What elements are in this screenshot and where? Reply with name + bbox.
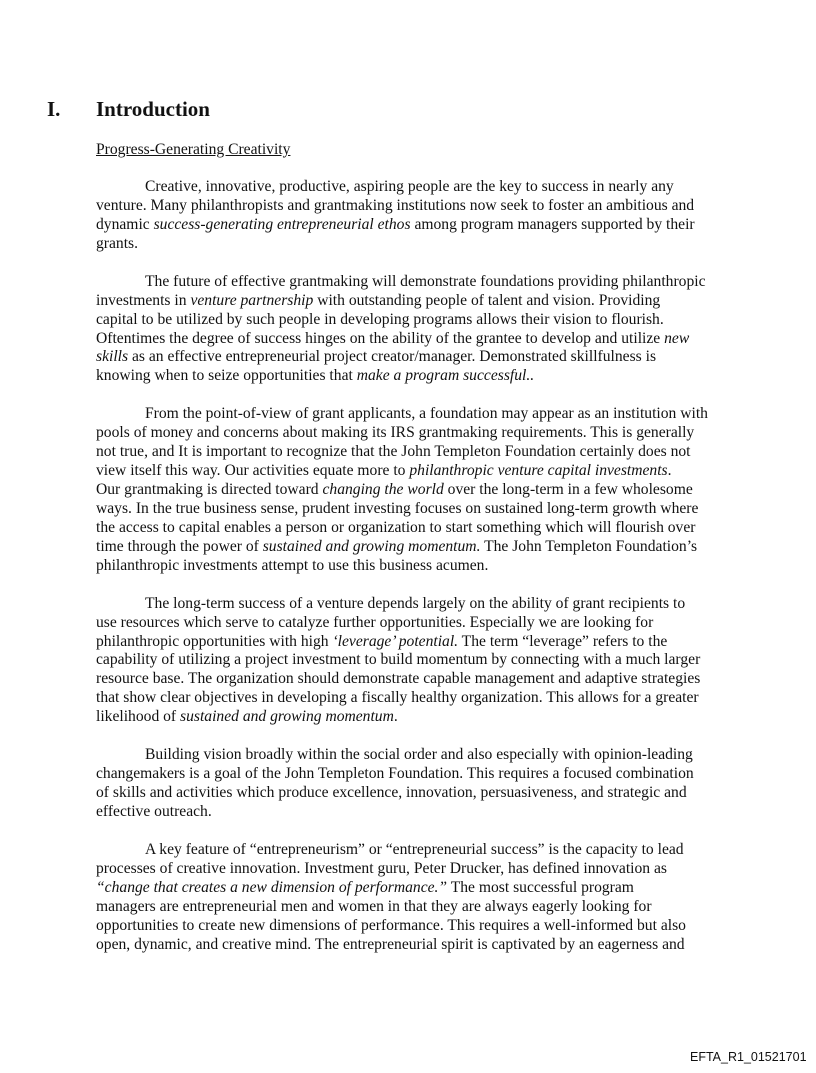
italic-text: philanthropic venture capital investments xyxy=(409,462,668,480)
italic-text: sustained and growing momentum xyxy=(180,708,394,726)
text: view itself this way. Our activities equate more to xyxy=(96,462,410,480)
text-line xyxy=(96,689,736,708)
text: open, dynamic, and creative mind. The entrepreneurial spirit is captivated by an eagerness and xyxy=(96,935,685,953)
text: investments in xyxy=(96,291,191,309)
text: among program managers supported by their xyxy=(410,215,695,233)
paragraph xyxy=(96,405,736,575)
text-line xyxy=(96,898,736,917)
italic-text: ‘leverage’ potential. xyxy=(332,632,459,650)
text: philanthropic opportunities with high xyxy=(96,632,333,650)
text-line xyxy=(96,633,736,652)
text: managers are entrepreneurial men and women in that they are always eagerly looking for xyxy=(96,897,652,915)
text-line xyxy=(96,443,736,462)
text: likelihood of xyxy=(96,708,181,726)
text-line xyxy=(96,405,736,424)
text-line xyxy=(96,670,736,689)
paragraph xyxy=(96,178,736,254)
text: knowing when to seize opportunities that xyxy=(96,367,357,385)
section-number: I. xyxy=(47,97,61,121)
italic-text: success-generating entrepreneurial ethos xyxy=(153,215,411,233)
section-heading xyxy=(47,97,447,123)
subheading: Progress-Generating Creativity xyxy=(96,141,291,158)
text: dynamic xyxy=(96,215,154,233)
text-line xyxy=(96,273,736,292)
text: From the point-of-view of grant applicants, a foundation may appear as an institution with xyxy=(145,405,708,423)
text-line xyxy=(96,708,736,727)
text: over the long-term in a few wholesome xyxy=(443,481,693,498)
italic-text: new xyxy=(664,329,690,347)
text-line xyxy=(96,178,736,197)
text-line xyxy=(96,765,736,784)
text-line xyxy=(96,803,736,822)
text-line xyxy=(96,557,736,576)
text: The long-term success of a venture depends largely on the ability of grant recipients to xyxy=(145,594,686,612)
text: grants. xyxy=(96,234,139,252)
text-line xyxy=(96,538,736,557)
text: use resources which serve to catalyze further opportunities. Especially we are looking for xyxy=(96,613,654,631)
paragraph xyxy=(96,595,736,728)
paragraph xyxy=(96,841,736,955)
text-line xyxy=(96,348,736,367)
text: Creative, innovative, productive, aspiring people are the key to success in nearly any xyxy=(145,178,674,195)
text: changemakers is a goal of the John Templeton Foundation. This requires a focused combination xyxy=(96,765,694,783)
text-line xyxy=(96,519,736,538)
text: opportunities to create new dimensions of performance. This requires a well-informed but also xyxy=(96,916,686,934)
text-line xyxy=(96,330,736,349)
text-line xyxy=(96,936,736,955)
text-line xyxy=(96,216,736,235)
text: time through the power of xyxy=(96,537,263,555)
section-title: Introduction xyxy=(96,97,210,121)
text: . xyxy=(667,462,672,480)
text: The John Templeton Foundation’s xyxy=(480,537,698,555)
text: resource base. The organization should demonstrate capable management and adaptive strategies xyxy=(96,670,701,688)
text: as an effective entrepreneurial project creator/manager. Demonstrated skillfulness is xyxy=(128,348,657,366)
text-line xyxy=(96,481,736,500)
italic-text: venture partnership xyxy=(190,291,314,309)
text: . xyxy=(393,708,398,726)
text-line xyxy=(96,235,736,254)
italic-text: skills xyxy=(96,348,129,366)
text: The future of effective grantmaking will demonstrate foundations providing philanthropic xyxy=(145,272,706,290)
text-line xyxy=(96,879,736,898)
text-line xyxy=(96,311,736,330)
text-line xyxy=(96,595,736,614)
text-line xyxy=(96,746,736,765)
text-line xyxy=(96,500,736,519)
text-line xyxy=(96,462,736,481)
paragraph xyxy=(96,746,736,822)
italic-text: “change that creates a new dimension of performance.” xyxy=(96,878,448,896)
text: with outstanding people of talent and vision. Providing xyxy=(313,291,661,309)
document-body xyxy=(96,178,736,973)
text: not true, and It is important to recognize that the John Templeton Foundation certainly does not xyxy=(96,443,691,461)
text: effective outreach. xyxy=(96,802,212,820)
text-line xyxy=(96,292,736,311)
text-line xyxy=(96,367,736,386)
text-line xyxy=(96,784,736,803)
text: of skills and activities which produce excellence, innovation, persuasiveness, and strategic and xyxy=(96,784,687,801)
text-line xyxy=(96,841,736,860)
text: The term “leverage” refers to the xyxy=(458,632,668,650)
text: ways. In the true business sense, prudent investing focuses on sustained long-term growth where xyxy=(96,499,699,517)
text: that show clear objectives in developing a fiscally healthy organization. This allows for a greater xyxy=(96,689,699,707)
text-line xyxy=(96,614,736,633)
text-line xyxy=(96,917,736,936)
text-line xyxy=(96,197,736,216)
text: philanthropic investments attempt to use this business acumen. xyxy=(96,556,489,574)
text: Our grantmaking is directed toward xyxy=(96,481,323,498)
text: A key feature of “entrepreneurism” or “entrepreneurial success” is the capacity to lead xyxy=(145,840,684,858)
italic-text: sustained and growing momentum. xyxy=(262,537,481,555)
paragraph xyxy=(96,273,736,387)
text-line xyxy=(96,860,736,879)
text: capability of utilizing a project investment to build momentum by connecting with a much larger xyxy=(96,651,701,669)
text: Oftentimes the degree of success hinges on the ability of the grantee to develop and utilize xyxy=(96,329,665,347)
text: processes of creative innovation. Investment guru, Peter Drucker, has defined innovation as xyxy=(96,859,667,877)
text-line xyxy=(96,424,736,443)
text: venture. Many philanthropists and grantmaking institutions now seek to foster an ambitious and xyxy=(96,196,695,214)
text: capital to be utilized by such people in developing programs allows their vision to flourish. xyxy=(96,310,664,328)
italic-text: make a program successful.. xyxy=(356,367,535,385)
text: the access to capital enables a person or organization to start something which will flourish over xyxy=(96,518,696,536)
text: pools of money and concerns about making its IRS grantmaking requirements. This is generally xyxy=(96,424,695,442)
text: The most successful program xyxy=(447,878,634,896)
text-line xyxy=(96,651,736,670)
italic-text: changing the world xyxy=(322,481,444,498)
bates-number: EFTA_R1_01521701 xyxy=(690,1050,807,1064)
text: Building vision broadly within the social order and also especially with opinion-leading xyxy=(145,746,693,764)
